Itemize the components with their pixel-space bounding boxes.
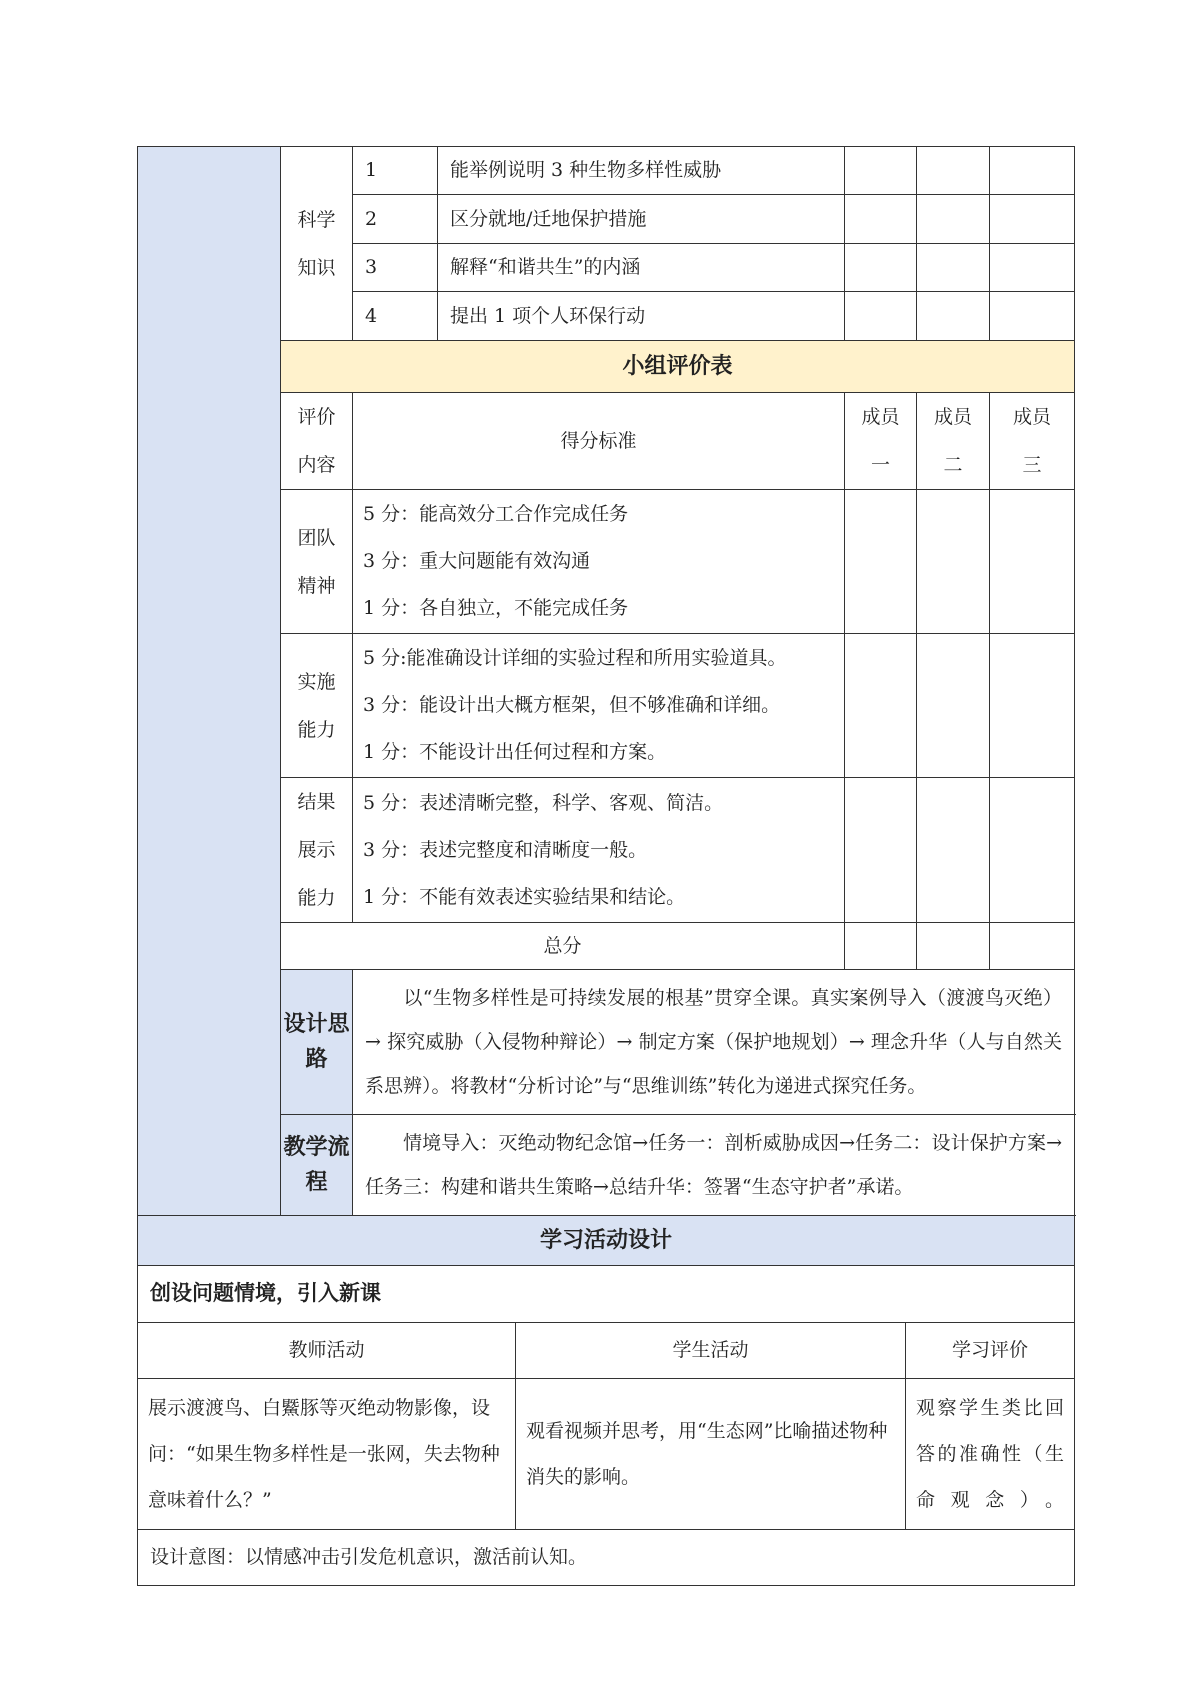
eval-row-2-criterion-2: 3 分：能设计出大概方框架，但不够准确和详细。 bbox=[363, 694, 781, 716]
eval-row-3-label-line1: 结果 bbox=[297, 791, 336, 813]
knowledge-text-4: 提出 1 项个人环保行动 bbox=[438, 292, 845, 341]
knowledge-score-3a bbox=[845, 244, 917, 292]
teacher-activity-header: 教师活动 bbox=[138, 1323, 516, 1379]
knowledge-num-2: 2 bbox=[353, 195, 438, 244]
eval-row-3-member-1 bbox=[845, 778, 917, 923]
knowledge-text-2: 区分就地/迁地保护措施 bbox=[438, 195, 845, 244]
knowledge-label-line2: 知识 bbox=[297, 256, 336, 279]
member-3-line1: 成员 bbox=[1012, 406, 1051, 428]
knowledge-score-2c bbox=[990, 195, 1075, 244]
knowledge-score-1b bbox=[917, 147, 990, 195]
eval-row-2-label-line1: 实施 bbox=[297, 670, 336, 693]
member-2-header bbox=[917, 393, 990, 490]
knowledge-score-1c bbox=[990, 147, 1075, 195]
design-idea-cell bbox=[353, 970, 1075, 1115]
eval-row-2-criterion-3: 1 分：不能设计出任何过程和方案。 bbox=[363, 741, 667, 763]
eval-row-1-criteria bbox=[353, 490, 845, 634]
eval-content-header bbox=[281, 393, 353, 490]
eval-content-header-line2: 内容 bbox=[297, 454, 336, 476]
eval-row-3-criterion-2: 3 分：表述完整度和清晰度一般。 bbox=[363, 838, 648, 861]
eval-row-3-member-2 bbox=[917, 778, 990, 923]
knowledge-score-2a bbox=[845, 195, 917, 244]
eval-row-2-label-line2: 能力 bbox=[297, 718, 336, 741]
eval-row-1-label-line1: 团队 bbox=[297, 526, 336, 549]
eval-row-1-label-line2: 精神 bbox=[297, 574, 336, 597]
knowledge-num-3: 3 bbox=[353, 244, 438, 292]
knowledge-text-3: 解释“和谐共生”的内涵 bbox=[438, 244, 845, 292]
eval-row-1-member-1 bbox=[845, 490, 917, 634]
eval-row-3-criterion-3: 1 分：不能有效表述实验结果和结论。 bbox=[363, 885, 686, 908]
teaching-flow-text: 情境导入：灭绝动物纪念馆→任务一：剖析威胁成因→任务二：设计保护方案→任务三：构建和谐共生策略→总结升华：签署“生态守护者”承诺。 bbox=[365, 1132, 1062, 1198]
knowledge-label bbox=[281, 147, 353, 341]
evaluation-table bbox=[137, 146, 1075, 1216]
eval-row-3-criteria bbox=[353, 778, 845, 923]
member-3-header bbox=[990, 393, 1075, 490]
eval-row-1-criterion-2: 3 分：重大问题能有效沟通 bbox=[363, 550, 591, 572]
total-member-3 bbox=[990, 923, 1075, 970]
knowledge-score-4c bbox=[990, 292, 1075, 341]
knowledge-label-line1: 科学 bbox=[297, 208, 336, 231]
member-2-line1: 成员 bbox=[933, 406, 972, 428]
total-member-2 bbox=[917, 923, 990, 970]
eval-row-3-member-3 bbox=[990, 778, 1075, 923]
teaching-flow-label: 教学流程 bbox=[281, 1115, 353, 1216]
activity-section-title: 创设问题情境，引入新课 bbox=[138, 1266, 1075, 1323]
design-intent: 设计意图：以情感冲击引发危机意识，激活前认知。 bbox=[138, 1530, 1075, 1586]
design-idea-label: 设计思路 bbox=[281, 970, 353, 1115]
student-activity-header: 学生活动 bbox=[516, 1323, 906, 1379]
lesson-plan-page bbox=[137, 146, 1074, 1586]
knowledge-text-1: 能举例说明 3 种生物多样性威胁 bbox=[438, 147, 845, 195]
total-label: 总分 bbox=[281, 923, 845, 970]
knowledge-score-3c bbox=[990, 244, 1075, 292]
eval-row-2-label bbox=[281, 634, 353, 778]
eval-row-2-member-3 bbox=[990, 634, 1075, 778]
activity-table bbox=[137, 1215, 1075, 1586]
eval-row-1-criterion-1: 5 分：能高效分工合作完成任务 bbox=[363, 503, 629, 525]
eval-row-1-label bbox=[281, 490, 353, 634]
member-1-header bbox=[845, 393, 917, 490]
member-2-line2: 二 bbox=[943, 454, 963, 476]
student-activity-text: 观看视频并思考，用“生态网”比喻描述物种消失的影响。 bbox=[516, 1379, 906, 1530]
eval-row-2-criterion-1: 5 分:能准确设计详细的实验过程和所用实验道具。 bbox=[363, 647, 787, 669]
eval-content-header-line1: 评价 bbox=[297, 406, 336, 428]
eval-row-2-member-2 bbox=[917, 634, 990, 778]
eval-row-3-criterion-1: 5 分：表述清晰完整，科学、客观、简洁。 bbox=[363, 791, 724, 814]
knowledge-num-4: 4 bbox=[353, 292, 438, 341]
member-1-line1: 成员 bbox=[861, 406, 900, 428]
eval-row-3-label bbox=[281, 778, 353, 923]
teaching-flow-cell bbox=[353, 1115, 1075, 1216]
criteria-header: 得分标准 bbox=[353, 393, 845, 490]
teacher-activity-text: 展示渡渡鸟、白鱀豚等灭绝动物影像，设问：“如果生物多样性是一张网，失去物种意味着什么？” bbox=[138, 1379, 516, 1530]
activity-title: 学习活动设计 bbox=[138, 1216, 1075, 1266]
group-eval-title: 小组评价表 bbox=[281, 341, 1075, 393]
knowledge-num-1: 1 bbox=[353, 147, 438, 195]
eval-row-2-member-1 bbox=[845, 634, 917, 778]
knowledge-score-4b bbox=[917, 292, 990, 341]
eval-row-1-member-3 bbox=[990, 490, 1075, 634]
member-1-line2: 一 bbox=[870, 454, 890, 476]
eval-row-3-label-line2: 展示 bbox=[297, 839, 336, 861]
knowledge-score-2b bbox=[917, 195, 990, 244]
eval-row-2-criteria bbox=[353, 634, 845, 778]
knowledge-score-4a bbox=[845, 292, 917, 341]
left-blue-column bbox=[138, 147, 281, 1216]
eval-row-3-label-line3: 能力 bbox=[297, 887, 336, 909]
member-3-line2: 三 bbox=[1022, 454, 1042, 476]
design-idea-text: 以“生物多样性是可持续发展的根基”贯穿全课。真实案例导入（渡渡鸟灭绝）→ 探究威胁（入侵物种辩论）→ 制定方案（保护地规划）→ 理念升华（人与自然关系思辨）。将教材“分析讨论”与“思维训练”转化为递进式探究任务。 bbox=[365, 987, 1062, 1097]
evaluation-text: 观察学生类比回答的准确性（生命观念）。 bbox=[906, 1379, 1075, 1530]
total-member-1 bbox=[845, 923, 917, 970]
knowledge-score-1a bbox=[845, 147, 917, 195]
eval-row-1-criterion-3: 1 分：各自独立，不能完成任务 bbox=[363, 597, 629, 619]
eval-row-1-member-2 bbox=[917, 490, 990, 634]
evaluation-header: 学习评价 bbox=[906, 1323, 1075, 1379]
knowledge-score-3b bbox=[917, 244, 990, 292]
